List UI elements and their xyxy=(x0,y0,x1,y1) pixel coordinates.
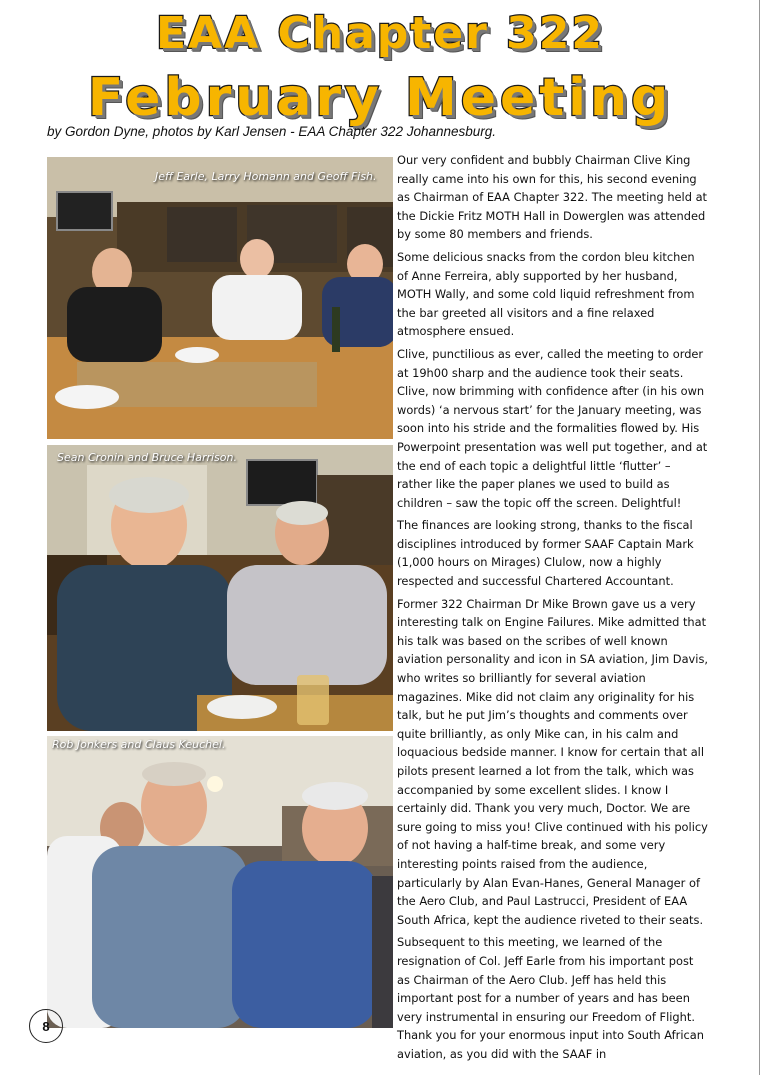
photo-3-caption: Rob Jonkers and Claus Keuchel. xyxy=(52,738,226,751)
article-paragraph: Clive, punctilious as ever, called the meeting to order at 19h00 sharp and the audience took their seats. Clive, now brimming with confidence after (in his own words) ‘a nervous start’ for the January meeting, was soon into his stride and the formalities flowed by. His Powerpoint presentation was well put together, and at the end of each topic a delightful little ‘flutter’ – rather like the paper planes we used to build as children – saw the topic off the screen. Delightful! xyxy=(397,346,708,510)
article-body xyxy=(397,151,709,1068)
article-paragraph: Our very confident and bubbly Chairman Clive King really came into his own for this, his second evening as Chairman of EAA Chapter 322. The meeting held at the Dickie Fritz MOTH Hall in Dowerglen was attended by some 80 members and friends. xyxy=(397,153,708,242)
photo-2-caption: Sean Cronin and Bruce Harrison. xyxy=(57,451,237,464)
photo-rob-claus xyxy=(47,736,393,1028)
article-paragraph: Subsequent to this meeting, we learned of the resignation of Col. Jeff Earle from his important post as Chairman of the Aero Club. Jeff has held this important post for a number of years and has been very instrumental in ensuring our Freedom of Flight. Thank you for your enormous input into South African aviation, as you did with the SAAF in xyxy=(397,935,704,1061)
photo-1-caption: Jeff Earle, Larry Homann and Geoff Fish. xyxy=(155,170,377,183)
photo-sean-bruce xyxy=(47,445,393,731)
title-line-2: February Meeting xyxy=(87,68,673,128)
article-paragraph: The finances are looking strong, thanks to the fiscal disciplines introduced by former SAAF Captain Mark (1,000 hours on Mirages) Clulow, now a highly respected and successful Chartered Accountant. xyxy=(397,518,694,589)
page-number: 8 xyxy=(29,1009,63,1043)
byline: by Gordon Dyne, photos by Karl Jensen - EAA Chapter 322 Johannesburg. xyxy=(47,124,497,139)
title-line-1: EAA Chapter 322 xyxy=(155,8,605,59)
photo-jeff-larry-geoff xyxy=(47,157,393,439)
article-paragraph: Former 322 Chairman Dr Mike Brown gave us a very interesting talk on Engine Failures. Mike admitted that his talk was based on the scribes of well known aviation personality and icon in SA aviation, Jim Davis, who writes so brilliantly for several aviation magazines. Mike did not claim any originality for his talk, but he put Jim’s thoughts and comments over quite brilliantly, as only Mike can, in his calm and loquacious bedside manner. I know for certain that all pilots present learned a lot from the talk, which was accompanied by some excellent slides. I know I certainly did. Thank you very much, Doctor. We are sure going to miss you! Clive continued with his policy of not having a half-time break, and some very interesting points raised from the audience, particularly by Alan Evan-Hanes, General Manager of the Aero Club, and Paul Lastrucci, President of EAA South Africa, kept the audience riveted to their seats. xyxy=(397,596,709,927)
article-paragraph: Some delicious snacks from the cordon bleu kitchen of Anne Ferreira, ably supported by her husband, MOTH Wally, and some cold liquid refreshment from the bar greeted all visitors and a fine relaxed atmosphere ensued. xyxy=(397,249,695,339)
